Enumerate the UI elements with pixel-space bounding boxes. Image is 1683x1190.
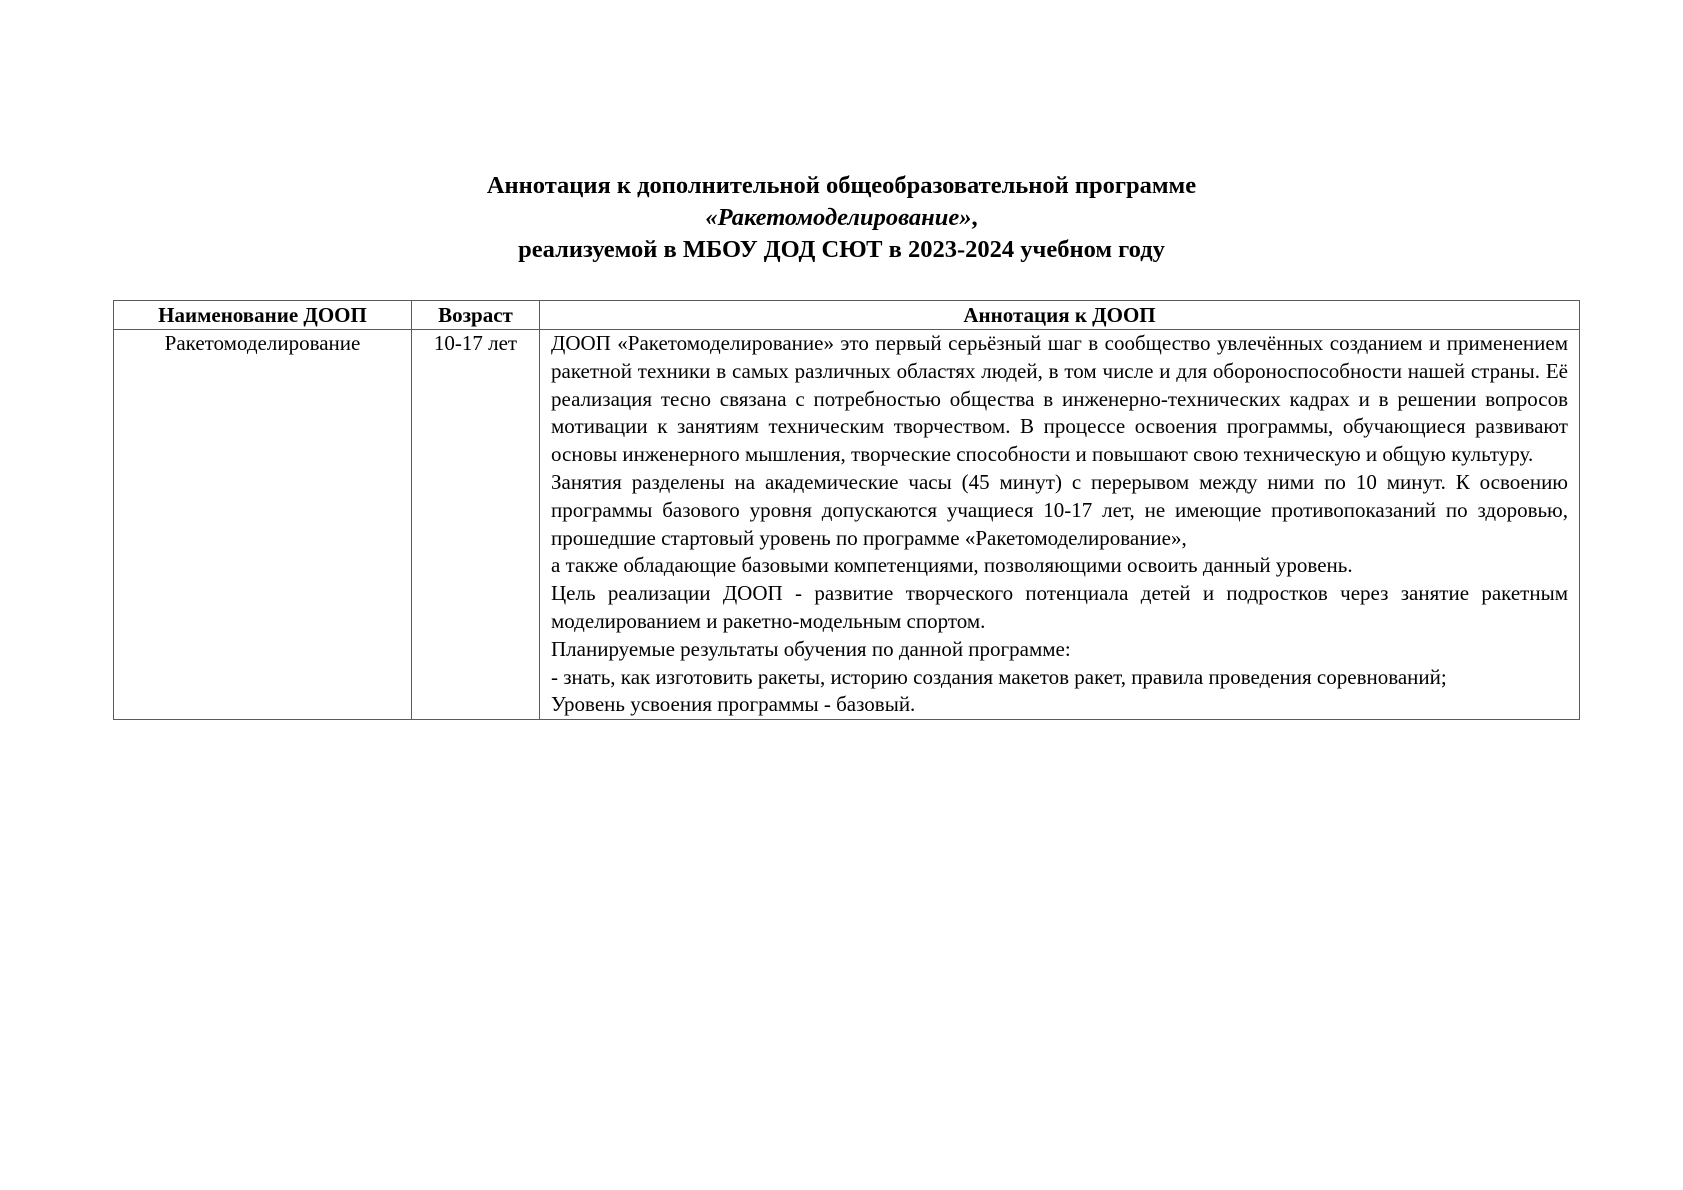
table-header-row <box>114 301 1580 330</box>
annotation-cell <box>540 330 1580 720</box>
annotation-paragraph-intro: ДООП «Ракетомоделирование» это первый серьёзный шаг в сообщество увлечённых созданием и применением ракетной техники в самых различных областях людей, в том числе и для обороноспособности нашей страны. Её реализация тесно связана с потребностью общества в инженерно-технических кадрах и в решении вопросов мотивации к занятиям техническим творчеством. В процессе освоения программы, обучающиеся развивают основы инженерного мышления, творческие способности и повышают свою техническую и общую культуру. <box>551 331 1568 467</box>
program-name-italic: «Ракетомоделирование» <box>705 204 972 231</box>
annotation-paragraph-competencies: а также обладающие базовыми компетенциями, позволяющими освоить данный уровень. <box>551 553 1353 578</box>
header-program-name: Наименование ДООП <box>114 301 412 330</box>
annotation-paragraph-results-item: - знать, как изготовить ракеты, историю создания макетов ракет, правила проведения соревнований; <box>551 664 1447 689</box>
annotation-paragraph-level: Уровень усвоения программы - базовый. <box>551 692 916 717</box>
annotation-paragraph-schedule: Занятия разделены на академические часы (45 минут) с перерывом между ними по 10 минут. К освоению программы базового уровня допускаются учащиеся 10-17 лет, не имеющие противопоказаний по здоровью, прошедшие стартовый уровень по программе «Ракетомоделирование», <box>551 469 1568 550</box>
age-cell: 10-17 лет <box>412 330 540 720</box>
document-title <box>0 170 1683 266</box>
annotation-paragraph-results-heading: Планируемые результаты обучения по данной программе: <box>551 636 1071 661</box>
program-name-cell: Ракетомоделирование <box>114 330 412 720</box>
header-age: Возраст <box>412 301 540 330</box>
title-line-3: реализуемой в МБОУ ДОД СЮТ в 2023-2024 учебном году <box>518 236 1165 263</box>
annotation-paragraph-goal: Цель реализации ДООП - развитие творческого потенциала детей и подростков через занятие ракетным моделированием и ракетно-модельным спортом. <box>551 581 1568 633</box>
title-line-2 <box>0 202 1683 234</box>
annotation-table <box>113 300 1580 720</box>
table-row <box>114 330 1580 720</box>
title-line-1: Аннотация к дополнительной общеобразовательной программе <box>486 172 1197 199</box>
header-annotation: Аннотация к ДООП <box>540 301 1580 330</box>
title-line-2-suffix: , <box>971 204 978 231</box>
